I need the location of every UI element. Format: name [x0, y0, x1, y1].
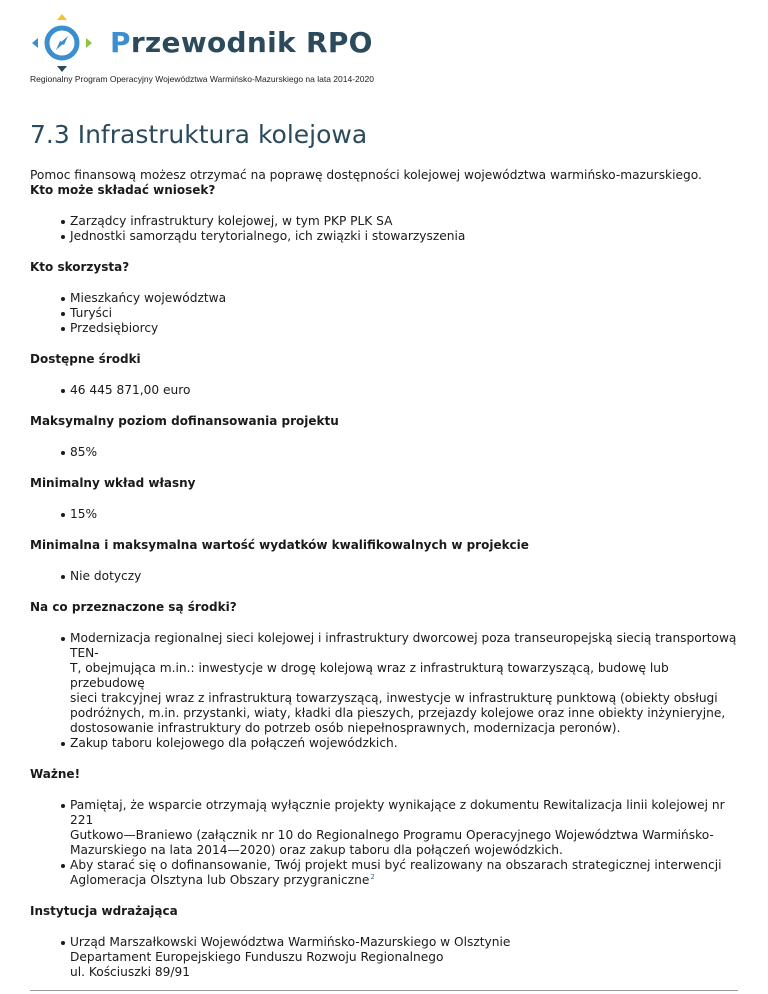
- min-contribution-heading: Minimalny wkład własny: [30, 476, 196, 490]
- program-subtitle: Regionalny Program Operacyjny Województwa Warmińsko-Mazurskiego na lata 2014-2020: [30, 74, 374, 84]
- beneficiaries-list: [30, 291, 745, 336]
- brand-rest: rzewodnik RPO: [130, 26, 373, 59]
- list-item: [30, 858, 745, 888]
- list-item-line: Urząd Marszałkowski Województwa Warmińsko-Mazurskiego w Olsztynie: [70, 935, 511, 949]
- compass-logo-icon: [30, 14, 94, 72]
- list-item: Zakup taboru kolejowego dla połączeń wojewódzkich.: [30, 736, 745, 751]
- list-item: Zarządcy infrastruktury kolejowej, w tym PKP PLK SA: [30, 214, 745, 229]
- eligible-costs-heading: Minimalna i maksymalna wartość wydatków kwalifikowalnych w projekcie: [30, 538, 529, 552]
- purpose-heading: Na co przeznaczone są środki?: [30, 600, 237, 614]
- list-item-line: Modernizacja regionalnej sieci kolejowej i infrastruktury dworcowej poza transeuropejską siecią transportową TEN-: [70, 631, 737, 660]
- list-item-line: Mazurskiego na lata 2014—2020) oraz zakup taboru dla połączeń wojewódzkich.: [70, 843, 563, 857]
- funds-list: [30, 383, 745, 398]
- list-item: 15%: [30, 507, 745, 522]
- list-item-line: T, obejmująca m.in.: inwestycje w drogę kolejową wraz z infrastrukturą towarzyszącą, budowę lub przebudowę: [70, 661, 669, 690]
- purpose-list: [30, 631, 745, 751]
- main-content: [30, 168, 745, 994]
- list-item-line: Aby starać się o dofinansowanie, Twój projekt musi być realizowany na obszarach strategicznej interwencji: [70, 858, 722, 872]
- min-contribution-list: [30, 507, 745, 522]
- list-item-line: dostosowanie infrastruktury do potrzeb osób niepełnosprawnych, modernizacja peronów).: [70, 721, 621, 735]
- max-cofinancing-heading: Maksymalny poziom dofinansowania projektu: [30, 414, 339, 428]
- list-item: 46 445 871,00 euro: [30, 383, 745, 398]
- page-title: 7.3 Infrastruktura kolejowa: [30, 120, 368, 149]
- max-cofinancing-list: [30, 445, 745, 460]
- list-item-line: ul. Kościuszki 89/91: [70, 965, 191, 979]
- institution-list: [30, 935, 745, 980]
- applicants-heading: Kto może składać wniosek?: [30, 183, 216, 197]
- list-item: [30, 935, 745, 980]
- list-item: Mieszkańcy województwa: [30, 291, 745, 306]
- brand-first-letter: P: [110, 26, 131, 59]
- list-item-line: podróżnych, m.in. przystanki, wiaty, kładki dla pieszych, przejazdy kolejowe oraz inne obiekty inżynieryjne,: [70, 706, 726, 720]
- funds-heading: Dostępne środki: [30, 352, 141, 366]
- list-item-line: Gutkowo—Braniewo (załącznik nr 10 do Regionalnego Programu Operacyjnego Województwa Warmińsko-: [70, 828, 714, 842]
- list-item: Nie dotyczy: [30, 569, 745, 584]
- beneficiaries-heading: Kto skorzysta?: [30, 260, 130, 274]
- list-item: Jednostki samorządu terytorialnego, ich związki i stowarzyszenia: [30, 229, 745, 244]
- list-item-line: sieci trakcyjnej wraz z infrastrukturą towarzyszącą, inwestycje w infrastrukturę punktową (obiekty obsługi: [70, 691, 718, 705]
- list-item: Przedsiębiorcy: [30, 321, 745, 336]
- eligible-costs-list: [30, 569, 745, 584]
- list-item: [30, 631, 745, 736]
- list-item: [30, 798, 745, 858]
- footnote-link[interactable]: 2: [370, 873, 375, 881]
- institution-heading: Instytucja wdrażająca: [30, 904, 178, 918]
- intro-text: Pomoc finansową możesz otrzymać na poprawę dostępności kolejowej województwa warmińsko-mazurskiego.: [30, 168, 702, 182]
- list-item-text: Aglomeracja Olsztyna lub Obszary przygraniczne: [70, 873, 370, 887]
- page-header: [30, 14, 750, 84]
- list-item-line: Departament Europejskiego Funduszu Rozwoju Regionalnego: [70, 950, 444, 964]
- list-item-line: [70, 873, 745, 888]
- list-item-line: Pamiętaj, że wsparcie otrzymają wyłącznie projekty wynikające z dokumentu Rewitalizacja linii kolejowej nr 221: [70, 798, 725, 827]
- brand-name: [110, 26, 373, 59]
- list-item: 85%: [30, 445, 745, 460]
- applicants-list: [30, 214, 745, 244]
- important-list: [30, 798, 745, 888]
- list-item: Turyści: [30, 306, 745, 321]
- footer-divider: [30, 990, 738, 991]
- important-heading: Ważne!: [30, 767, 81, 781]
